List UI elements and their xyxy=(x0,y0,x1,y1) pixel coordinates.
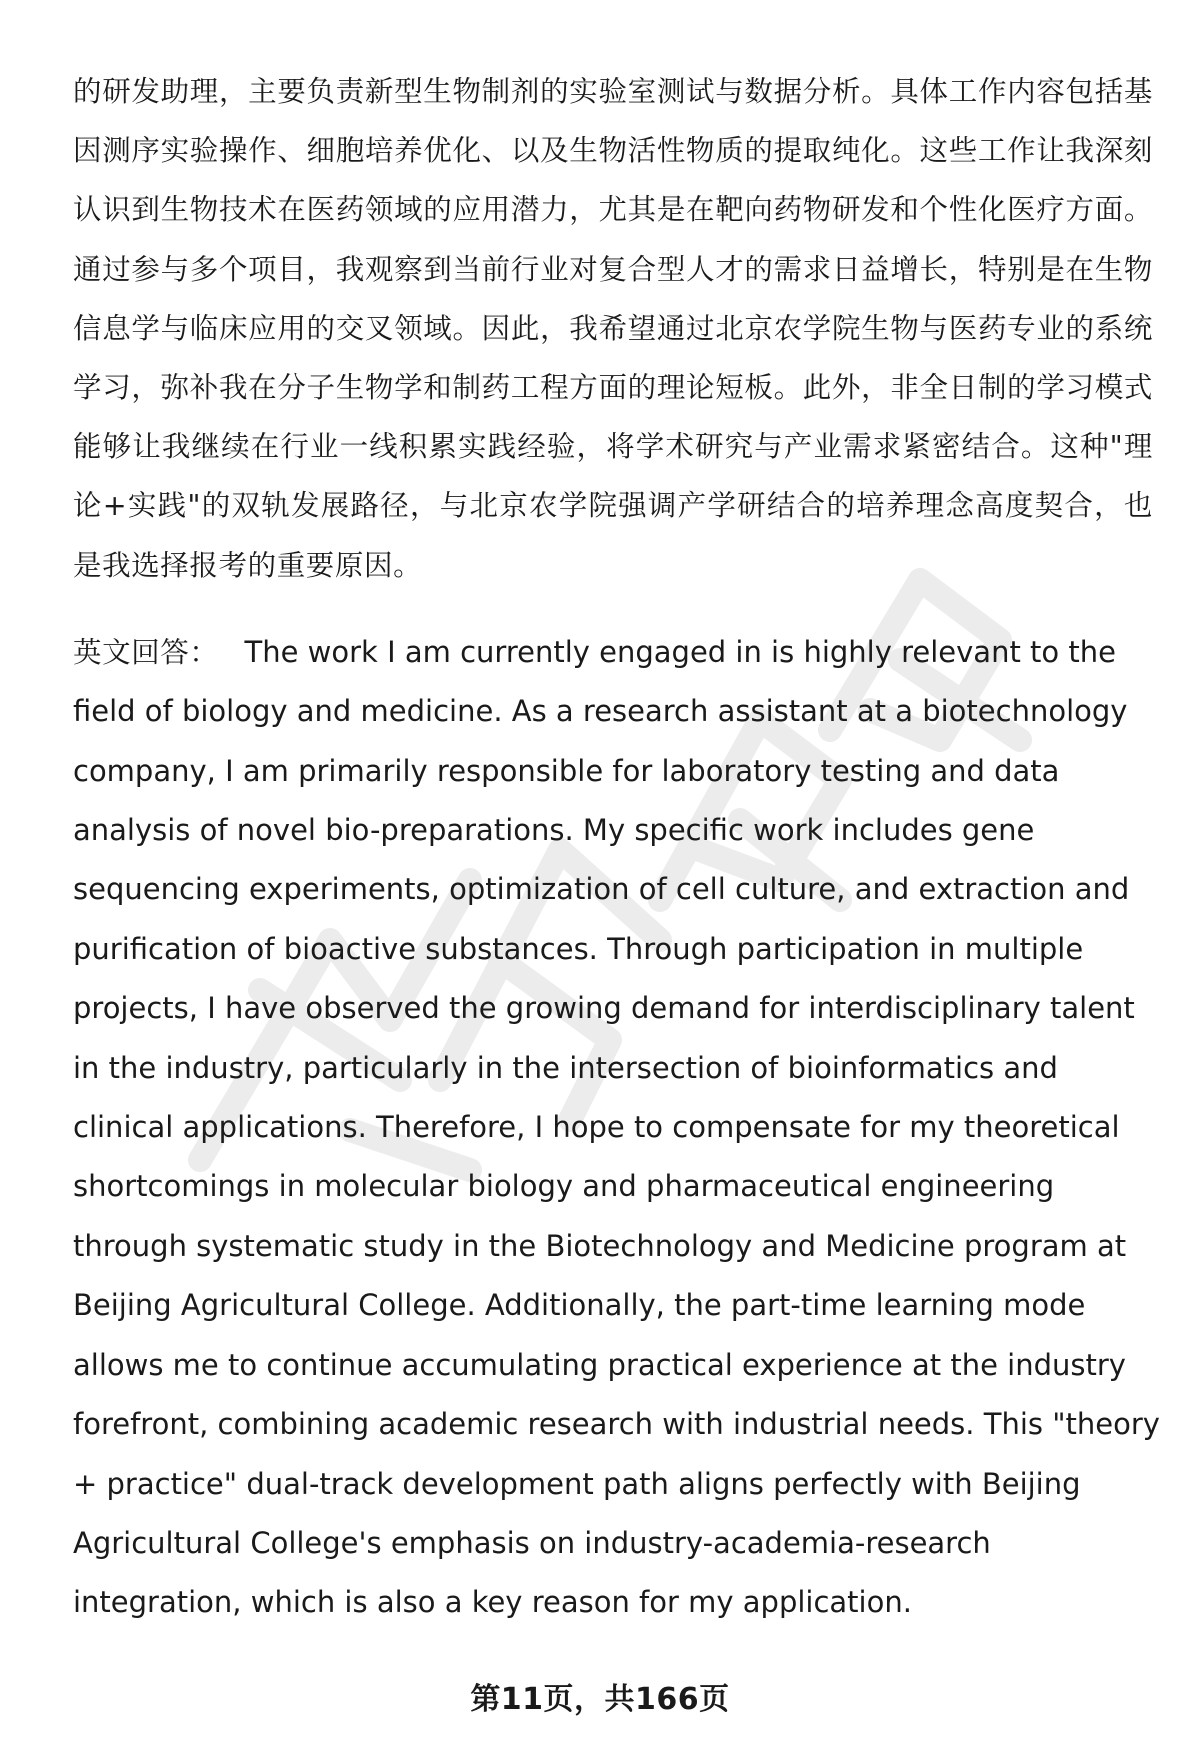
page-number-footer: 第11页，共166页 xyxy=(470,1682,730,1717)
document-body xyxy=(73,62,1160,1633)
english-answer-paragraph xyxy=(73,623,1163,1633)
english-answer-label: 英文回答： xyxy=(73,635,219,669)
chinese-answer-paragraph: 的研发助理，主要负责新型生物制剂的实验室测试与数据分析。具体工作内容包括基因测序实验操作、细胞培养优化、以及生物活性物质的提取纯化。这些工作让我深刻认识到生物技术在医药领域的应用潜力，尤其是在靶向药物研发和个性化医疗方面。通过参与多个项目，我观察到当前行业对复合型人才的需求日益增长，特别是在生物信息学与临床应用的交叉领域。因此，我希望通过北京农学院生物与医药专业的系统学习，弥补我在分子生物学和制药工程方面的理论短板。此外，非全日制的学习模式能够让我继续在行业一线积累实践经验，将学术研究与产业需求紧密结合。这种"理论+实践"的双轨发展路径，与北京农学院强调产学研结合的培养理念高度契合，也是我选择报考的重要原因。 xyxy=(73,75,1153,582)
english-answer-text: The work I am currently engaged in is highly relevant to the field of biology and medicine. As a research assistant at a biotechnology company, I am primarily responsible for laboratory testing and data analysis of novel bio-preparations. My specific work includes gene sequencing experiments, optimization of cell culture, and extraction and purification of bioactive substances. Through participation in multiple projects, I have observed the growing demand for interdisciplinary talent in the industry, particularly in the intersection of bioinformatics and clinical applications. Therefore, I hope to compensate for my theoretical shortcomings in molecular biology and pharmaceutical engineering through systematic study in the Biotechnology and Medicine program at Beijing Agricultural College. Additionally, the part-time learning mode allows me to continue accumulating practical experience at the industry forefront, combining academic research with industrial needs. This "theory + practice" dual-track development path aligns perfectly with Beijing Agricultural College's emphasis on industry-academia-research integration, which is also a key reason for my application. xyxy=(73,634,1160,1620)
